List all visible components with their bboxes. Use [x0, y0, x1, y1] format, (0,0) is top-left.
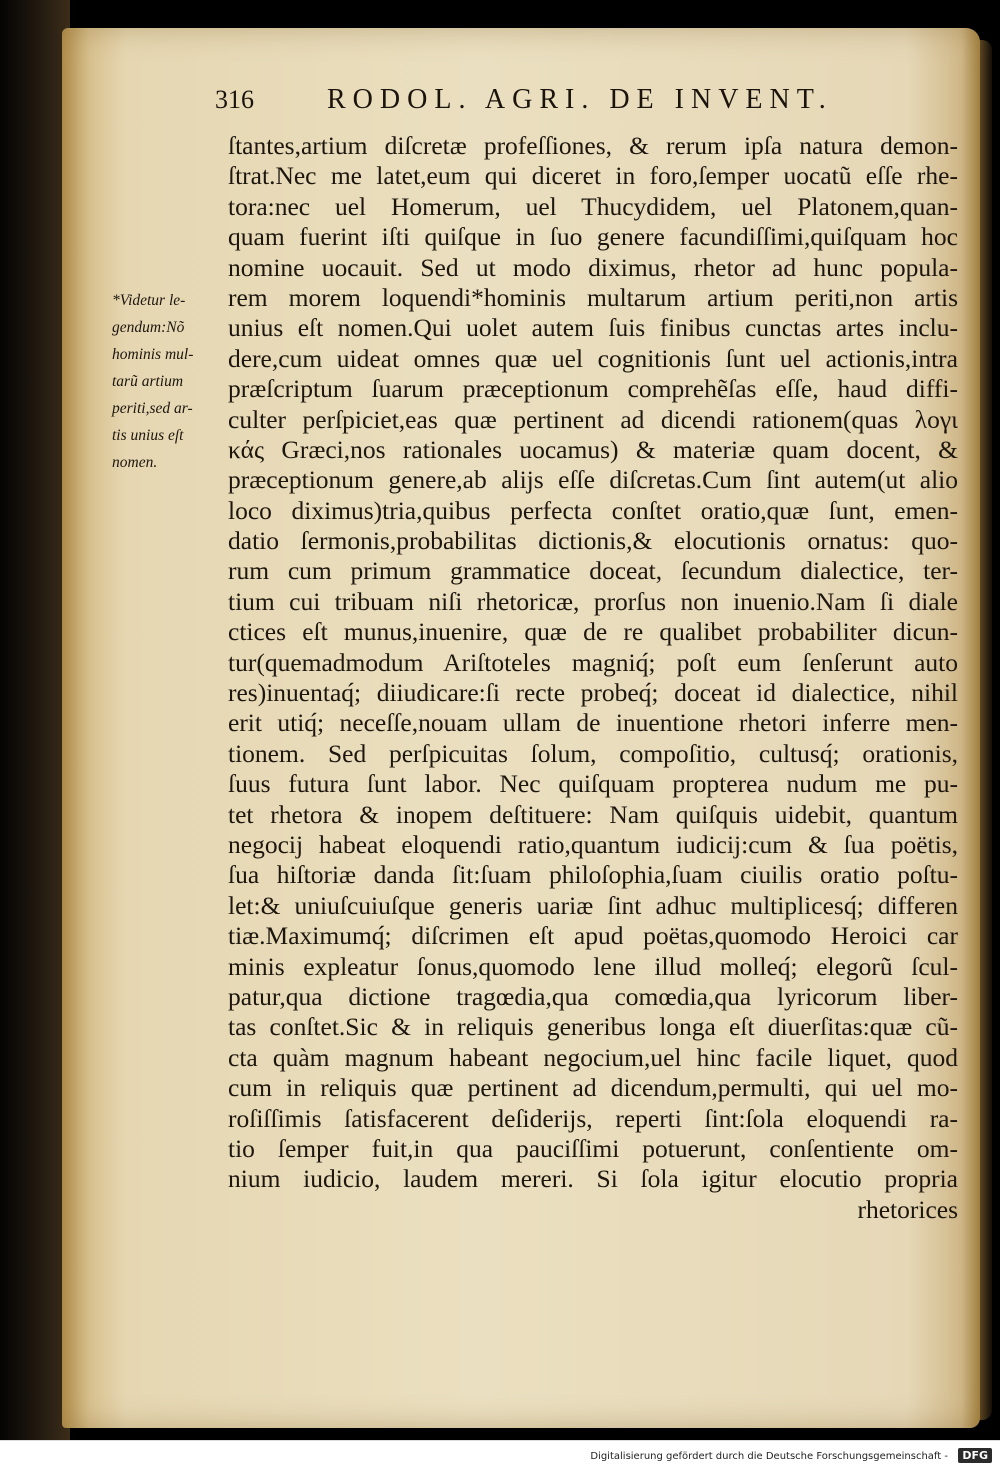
text-line: quam fuerint iſti quiſque in ſuo genere facundiſſimi,quiſquam hoc [228, 222, 958, 252]
marginal-note [112, 287, 224, 476]
text-line: patur,qua dictione tragœdia,qua comœdia,qua lyricorum liber- [228, 981, 958, 1011]
funding-notice: Digitalisierung gefördert durch die Deutsche Forschungsgemeinschaft - [590, 1451, 948, 1462]
text-line: cum in reliquis quæ pertinent ad dicendum,permulti, qui uel mo- [228, 1073, 958, 1103]
text-line: tas conſtet.Sic & in reliquis generibus longa eſt diuerſitas:quæ cũ- [228, 1012, 958, 1042]
text-line: ſtantes,artium diſcretæ profeſſiones, & rerum ipſa natura demon- [228, 131, 958, 160]
marginal-note-line: nomen. [112, 454, 158, 471]
text-line: tio ſemper fuit,in qua pauciſſimi potuerunt, conſentiente om- [228, 1133, 958, 1163]
text-line: culter perſpiciet,eas quæ pertinent ad dicendi rationem(quas λογι [228, 404, 958, 434]
text-line: cta quàm magnum habeant negocium,uel hinc facile liquet, quod [228, 1042, 958, 1072]
text-line: rum cum primum grammatice doceat, ſecundum dialectice, ter- [228, 556, 958, 586]
text-line: nium iudicio, laudem mereri. Si ſola igitur elocutio propria [228, 1164, 958, 1194]
text-line: negocij habeat eloquendi ratio,quantum iudicij:cum & ſua poëtis, [228, 829, 958, 859]
text-line: ſua hiſtoriæ danda ſit:ſuam philoſophia,ſuam ciuilis oratio poſtu- [228, 860, 958, 890]
body-text [228, 131, 958, 1225]
page-number: 316 [215, 85, 254, 114]
book-spine [0, 0, 70, 1440]
text-line: κάς Græci,nos rationales uocamus) & materiæ quam docent, & [228, 434, 958, 464]
running-head [215, 84, 885, 124]
text-line: roſiſſimis ſatisfacerent deſiderijs, reperti ſint:ſola eloquendi ra- [228, 1103, 958, 1133]
marginal-note-line: hominis mul- [112, 346, 194, 363]
text-line: let:& uniuſcuiuſque generis uariæ ſint adhuc multiplicesq́; differen [228, 890, 958, 920]
text-line: præſcriptum ſuarum præceptionum comprehẽſas eſſe, haud diffi- [228, 374, 958, 404]
text-line: dere,cum uideat omnes quæ uel cognitionis ſunt uel actionis,intra [228, 343, 958, 373]
text-line: rem morem loquendi*hominis multarum artium periti,non artis [228, 282, 958, 312]
text-line: tionem. Sed perſpicuitas ſolum, compoſitio, cultusq́; orationis, [228, 738, 958, 768]
text-line: tora:nec uel Homerum, uel Thucydidem, uel Platonem,quan- [228, 191, 958, 221]
text-line: nomine uocauit. Sed ut modo diximus, rhetor ad hunc popula- [228, 252, 958, 282]
text-line: res)inuentaq́; diiudicare:ſi recte probeq́; doceat id dialectice, nihil [228, 678, 958, 708]
marginal-note-line: gendum:Nõ [112, 319, 185, 336]
text-line: tiæ.Maximumq́; diſcrimen eſt apud poëtas,quomodo Heroici car [228, 921, 958, 951]
footer-bar [0, 1440, 1000, 1473]
text-line: loco diximus)tria,quibus perfecta conſtet oratio,quæ ſunt, emen- [228, 495, 958, 525]
text-line: ſuus futura ſunt labor. Nec quiſquam propterea nudum me pu- [228, 769, 958, 799]
marginal-note-line: tarũ artium [112, 373, 184, 390]
text-line: datio ſermonis,probabilitas dictionis,& elocutionis ornatus: quo- [228, 526, 958, 556]
marginal-note-line: periti,sed ar- [112, 400, 193, 417]
text-line: præceptionum genere,ab alijs eſſe diſcretas.Cum ſint autem(ut alio [228, 465, 958, 495]
text-line: erit utiq́; neceſſe,nouam ullam de inuentione rhetori inferre men- [228, 708, 958, 738]
marginal-note-line: tis unius eſt [112, 427, 184, 444]
catchword: rhetorices [857, 1194, 958, 1224]
text-line: tet rhetora & inopem deſtituere: Nam quiſquis uidebit, quantum [228, 799, 958, 829]
text-line: unius eſt nomen.Qui uolet autem ſuis finibus cunctas artes inclu- [228, 313, 958, 343]
marginal-note-line: *Videtur le- [112, 292, 186, 309]
text-line: tium cui tribuam niſi rhetoricæ, prorſus non inuenio.Nam ſi diale [228, 586, 958, 616]
running-title: RODOL. AGRI. DE INVENT. [327, 84, 833, 115]
dfg-logo: DFG [958, 1448, 992, 1463]
text-line: ctices eſt munus,inuenire, quæ de re qualibet probabiliter dicun- [228, 617, 958, 647]
text-line: ſtrat.Nec me latet,eum qui diceret in foro,ſemper uocatũ eſſe rhe- [228, 161, 958, 191]
text-line: minis expleatur ſonus,quomodo lene illud molleq́; elegorũ ſcul- [228, 951, 958, 981]
text-line: tur(quemadmodum Ariſtoteles magniq́; poſt eum ſenſerunt auto [228, 647, 958, 677]
